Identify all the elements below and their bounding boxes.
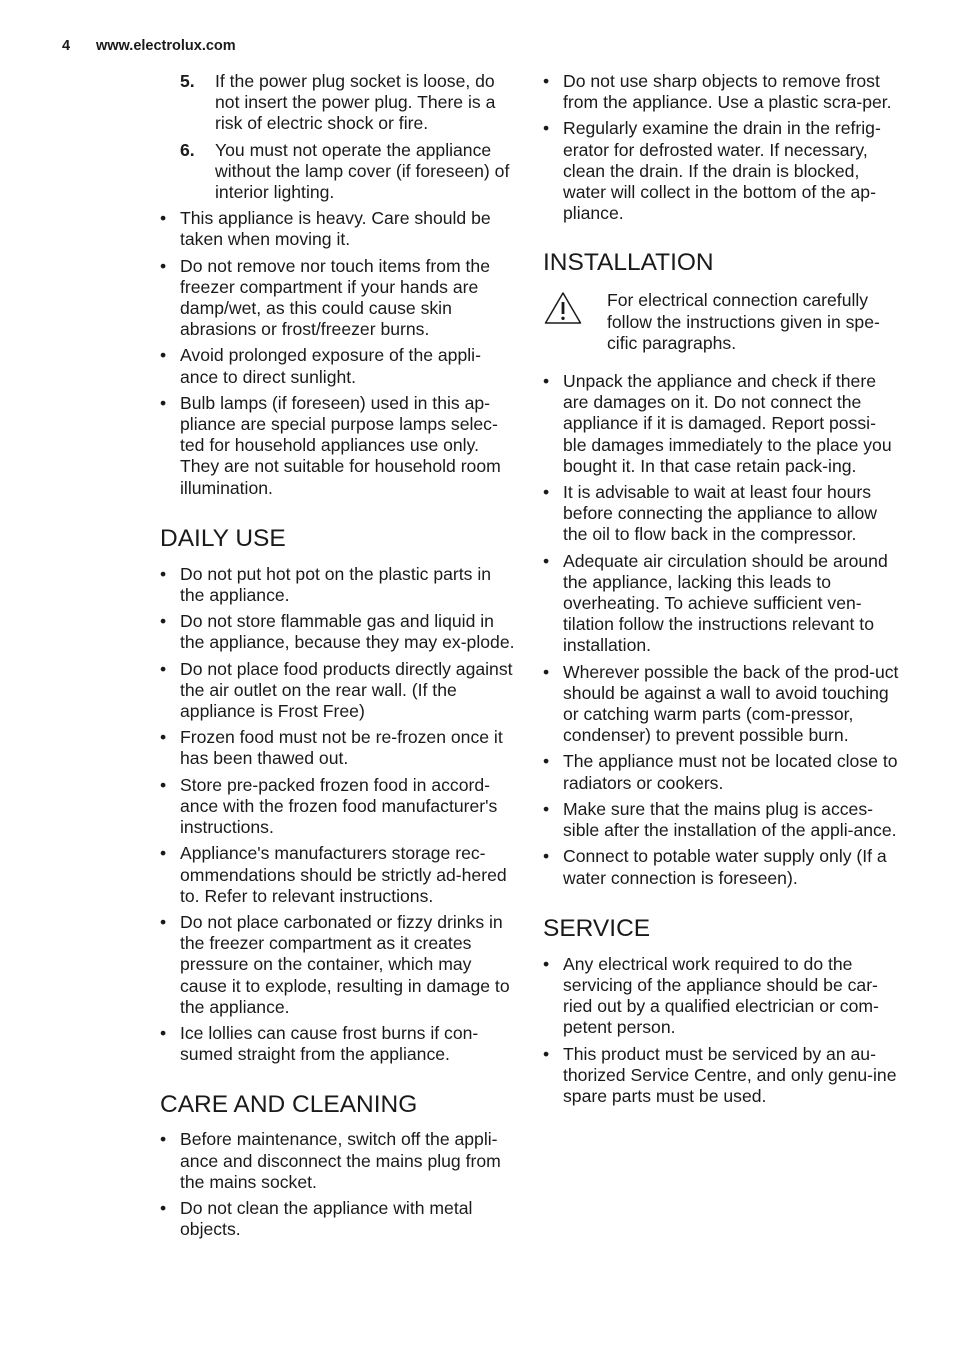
bullet-icon: • [160,911,167,932]
item-text: Adequate air circulation should be around the appliance, lacking this leads to overheating. To achieve sufficient ven-tilation follow the instructions relevant to installation. [563,550,888,656]
item-text: Wherever possible the back of the prod-uct should be against a wall to avoid touching or catching warm parts (com-pressor, condenser) to prevent possible burn. [563,661,899,746]
item-text: This appliance is heavy. Care should be taken when moving it. [180,208,491,250]
numbered-item [160,140,515,204]
bullet-item [543,662,899,747]
item-text: Ice lollies can cause frost burns if con-sumed straight from the appliance. [180,1022,479,1065]
bullet-icon: • [160,727,167,748]
bullet-icon: • [160,1022,167,1043]
left-column [160,71,515,1245]
item-text: Avoid prolonged exposure of the appli-ance to direct sunlight. [180,345,481,387]
bullet-icon: • [160,1197,167,1218]
bullet-icon: • [543,371,550,392]
section-heading-daily-use: DAILY USE [160,524,286,552]
section-heading-service: SERVICE [543,914,651,942]
section-heading-installation: INSTALLATION [543,249,714,277]
bullet-icon: • [160,255,167,276]
item-text: Do not use sharp objects to remove frost from the appliance. Use a plastic scra-per. [563,71,892,113]
bullet-icon: • [160,774,167,795]
bullet-item [160,1198,515,1240]
right-column [543,71,899,1112]
bullet-item [543,482,899,546]
bullet-item [160,256,515,341]
bullet-item [160,345,515,387]
bullet-item [160,1129,515,1193]
header-url: www.electrolux.com [96,38,236,54]
bullet-icon: • [543,118,550,139]
item-text: Unpack the appliance and check if there are damages on it. Do not connect the appliance if it is damaged. Report possi-ble damages immediately to the place you bought it. In that case retain pack-ing. [563,371,892,476]
item-text: Store pre-packed frozen food in accord-ance with the frozen food manufacturer's instructions. [180,774,498,838]
warning-triangle-icon [543,290,583,331]
page-number: 4 [62,38,71,54]
bullet-item [160,912,515,1018]
bullet-item [160,843,515,907]
bullet-icon: • [543,846,550,867]
bullet-icon: • [543,482,550,503]
section-heading-care-and-cleaning: CARE AND CLEANING [160,1091,418,1119]
bullet-item [543,954,899,1039]
bullet-item [160,727,515,769]
bullet-icon: • [160,611,167,632]
bullet-icon: • [160,658,167,679]
item-text: Appliance's manufacturers storage rec-ommendations should be strictly ad-hered to. Refer to relevant instructions. [180,843,507,906]
item-text: Before maintenance, switch off the appli-ance and disconnect the mains plug from the mains socket. [180,1129,501,1192]
bullet-icon: • [543,798,550,819]
bullet-item [160,775,515,839]
item-text: Make sure that the mains plug is acces-sible after the installation of the appli-ance. [563,798,897,841]
bullet-icon: • [543,1043,550,1064]
numbered-item [160,71,515,135]
bullet-item [160,611,515,653]
bullet-item [160,564,515,606]
bullet-item [543,1044,899,1108]
bullet-item [543,118,899,224]
item-text: Regularly examine the drain in the refrig-erator for defrosted water. If necessary, clean the drain. If the drain is blocked, water will collect in the bottom of the ap-pliance. [563,118,881,224]
item-text: Do not store flammable gas and liquid in the appliance, because they may ex-plode. [180,611,515,653]
warning-text: For electrical connection carefully follow the instructions given in spe-cific paragraphs. [607,290,880,353]
bullet-item [160,208,515,250]
bullet-item [160,659,515,723]
bullet-icon: • [160,208,167,229]
bullet-item [160,1023,515,1065]
bullet-icon: • [160,843,167,864]
item-text: Do not remove nor touch items from the freezer compartment if your hands are damp/wet, as this could cause skin abrasions or frost/freezer burns. [180,255,490,340]
item-text: You must not operate the appliance without the lamp cover (if foreseen) of interior lighting. [215,139,510,203]
item-text: Do not put hot pot on the plastic parts in the appliance. [180,563,492,606]
item-text: Do not place carbonated or fizzy drinks in the freezer compartment as it creates pressure on the container, which may cause it to explode, resulting in damage to the appliance. [180,911,510,1017]
bullet-icon: • [543,71,550,91]
item-text: The appliance must not be located close to radiators or cookers. [563,751,898,793]
warning-notice [543,290,899,354]
item-text: Connect to potable water supply only (If a water connection is foreseen). [563,846,887,888]
bullet-item [160,393,515,499]
bullet-icon: • [160,1129,167,1150]
item-text: Do not place food products directly against the air outlet on the rear wall. (If the appliance is Frost Free) [180,658,513,722]
bullet-item [543,371,899,477]
bullet-icon: • [160,345,167,366]
item-text: It is advisable to wait at least four hours before connecting the appliance to allow the oil to flow back in the compressor. [563,482,877,545]
bullet-icon: • [160,563,167,584]
item-text: Frozen food must not be re-frozen once it has been thawed out. [180,727,503,769]
bullet-item [543,751,899,793]
item-text: Any electrical work required to do the servicing of the appliance should be car-ried out by a qualified electrician or com-petent person. [563,953,879,1038]
item-number: 6. [180,139,195,160]
bullet-item [543,846,899,888]
bullet-item [543,71,899,113]
item-number: 5. [180,71,195,91]
bullet-icon: • [543,661,550,682]
bullet-icon: • [543,550,550,571]
item-text: Do not clean the appliance with metal objects. [180,1197,473,1240]
item-text: If the power plug socket is loose, do not insert the power plug. There is a risk of electric shock or fire. [215,71,496,134]
item-text: This product must be serviced by an au-thorized Service Centre, and only genu-ine spare parts must be used. [563,1043,897,1106]
bullet-icon: • [160,392,167,413]
bullet-item [543,551,899,657]
page-header [62,38,236,54]
item-text: Bulb lamps (if foreseen) used in this ap-pliance are special purpose lamps selec-ted for household appliances use only. They are not suitable for household room illumination. [180,392,501,498]
bullet-icon: • [543,751,550,772]
bullet-icon: • [543,953,550,974]
bullet-item [543,799,899,841]
